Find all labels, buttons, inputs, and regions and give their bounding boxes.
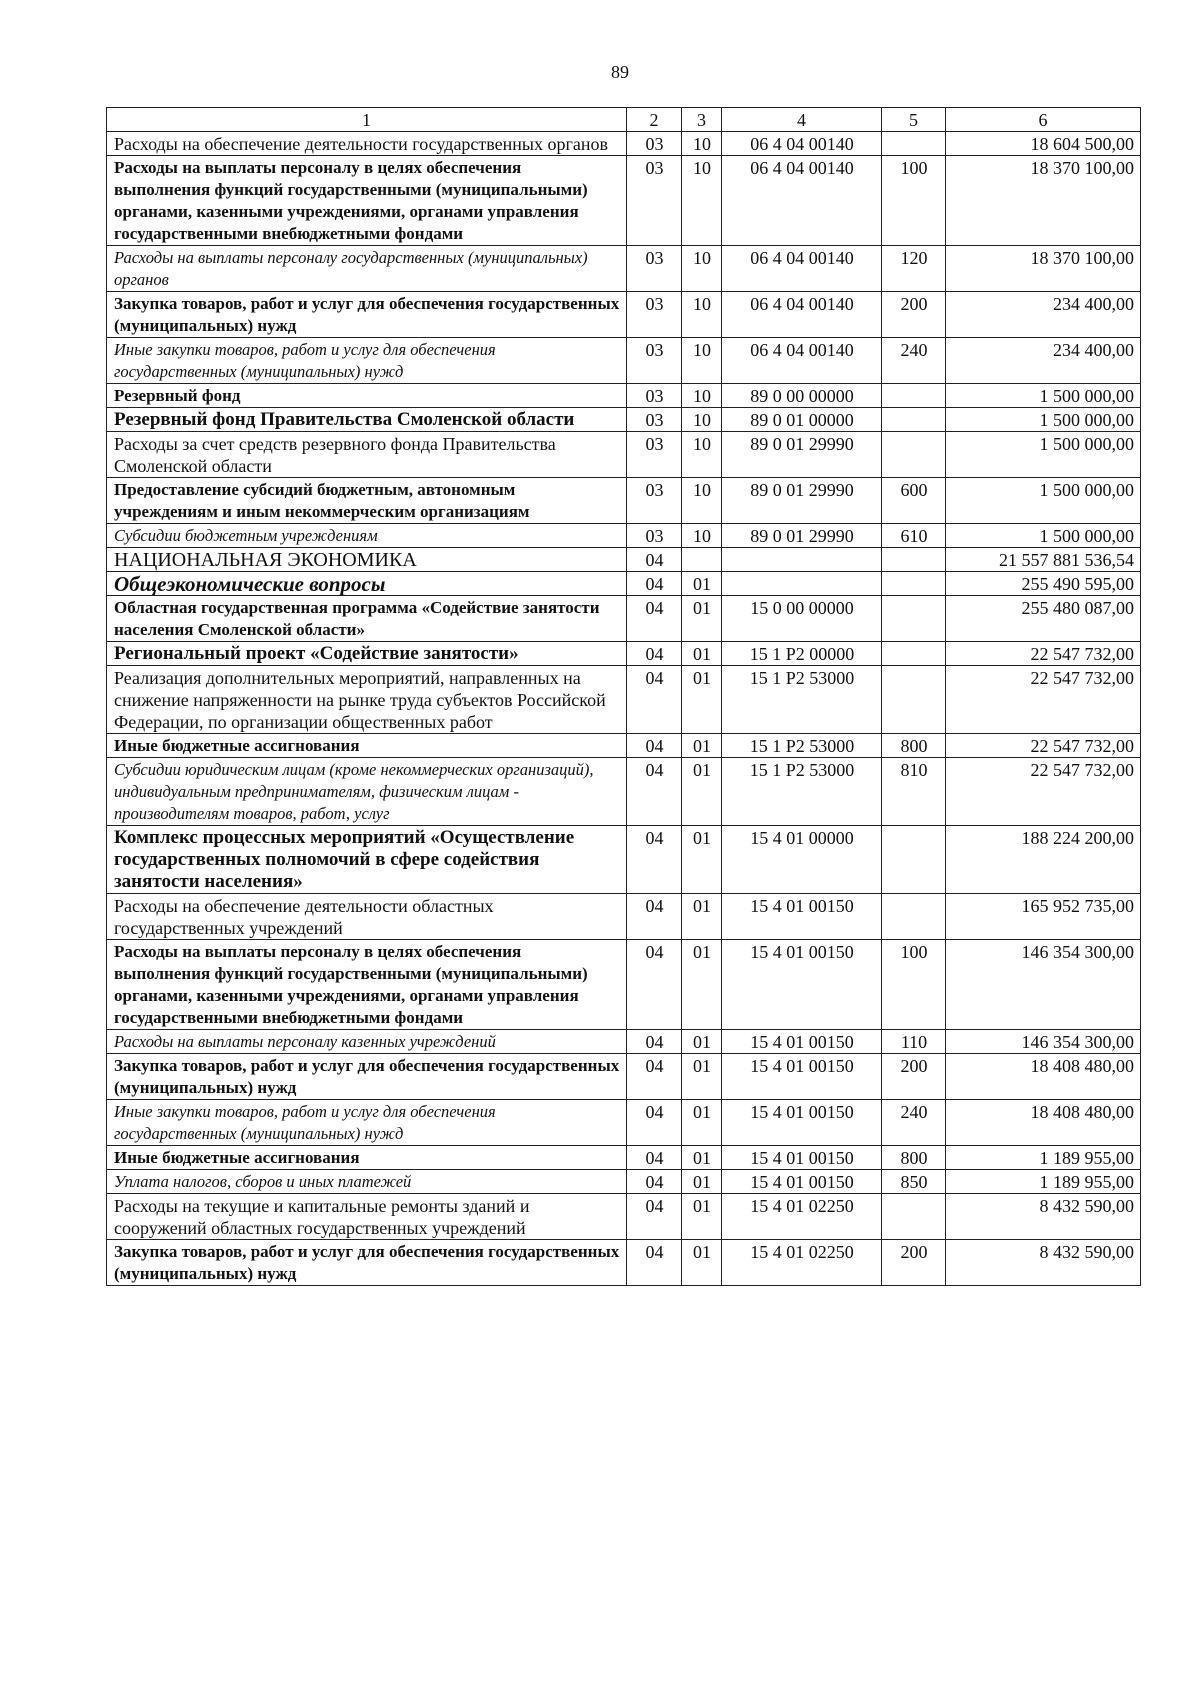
- row-target-article: 15 4 01 02250: [722, 1240, 882, 1286]
- table-row: [107, 1170, 1141, 1194]
- row-section-code: 03: [627, 246, 682, 292]
- table-row: [107, 292, 1141, 338]
- table-row: [107, 1030, 1141, 1054]
- row-subsection-code: 01: [682, 940, 722, 1030]
- header-col-6: 6: [946, 108, 1141, 132]
- row-name: Региональный проект «Содействие занятости»: [107, 642, 627, 666]
- row-amount: 22 547 732,00: [946, 734, 1141, 758]
- row-expense-type: 810: [882, 758, 946, 826]
- table-row: [107, 894, 1141, 940]
- row-expense-type: [882, 666, 946, 734]
- row-expense-type: [882, 572, 946, 596]
- row-name: Субсидии юридическим лицам (кроме некоммерческих организаций), индивидуальным предпринимателям, физическим лицам - производителям товаров, работ, услуг: [107, 758, 627, 826]
- table-row: [107, 596, 1141, 642]
- header-col-1: 1: [107, 108, 627, 132]
- row-subsection-code: 10: [682, 478, 722, 524]
- row-section-code: 04: [627, 758, 682, 826]
- row-name: Расходы на выплаты персоналу казенных учреждений: [107, 1030, 627, 1054]
- row-section-code: 04: [627, 642, 682, 666]
- row-target-article: 15 1 Р2 53000: [722, 666, 882, 734]
- table-row: [107, 1146, 1141, 1170]
- row-section-code: 03: [627, 338, 682, 384]
- row-section-code: 04: [627, 1054, 682, 1100]
- row-expense-type: [882, 548, 946, 572]
- table-row: [107, 1100, 1141, 1146]
- row-expense-type: [882, 384, 946, 408]
- row-section-code: 03: [627, 292, 682, 338]
- row-subsection-code: 01: [682, 572, 722, 596]
- table-row: [107, 478, 1141, 524]
- row-section-code: 04: [627, 1240, 682, 1286]
- row-subsection-code: 01: [682, 826, 722, 894]
- row-target-article: 15 0 00 00000: [722, 596, 882, 642]
- row-subsection-code: 01: [682, 642, 722, 666]
- row-amount: 21 557 881 536,54: [946, 548, 1141, 572]
- row-subsection-code: 01: [682, 1240, 722, 1286]
- table-row: [107, 940, 1141, 1030]
- table-row: [107, 432, 1141, 478]
- row-expense-type: 850: [882, 1170, 946, 1194]
- row-expense-type: 100: [882, 156, 946, 246]
- row-target-article: 06 4 04 00140: [722, 132, 882, 156]
- row-target-article: 89 0 00 00000: [722, 384, 882, 408]
- table-row: [107, 246, 1141, 292]
- row-section-code: 03: [627, 408, 682, 432]
- row-expense-type: 100: [882, 940, 946, 1030]
- row-amount: 146 354 300,00: [946, 1030, 1141, 1054]
- row-name: Предоставление субсидий бюджетным, автономным учреждениям и иным некоммерческим организациям: [107, 478, 627, 524]
- row-target-article: 15 4 01 00150: [722, 1170, 882, 1194]
- row-amount: 18 604 500,00: [946, 132, 1141, 156]
- row-section-code: 04: [627, 596, 682, 642]
- row-subsection-code: 10: [682, 338, 722, 384]
- row-target-article: 15 4 01 00150: [722, 1030, 882, 1054]
- row-amount: 8 432 590,00: [946, 1194, 1141, 1240]
- table-row: [107, 1194, 1141, 1240]
- table-row: [107, 758, 1141, 826]
- row-section-code: 04: [627, 666, 682, 734]
- row-name: Закупка товаров, работ и услуг для обеспечения государственных (муниципальных) нужд: [107, 292, 627, 338]
- row-name: НАЦИОНАЛЬНАЯ ЭКОНОМИКА: [107, 548, 627, 572]
- row-section-code: 04: [627, 1194, 682, 1240]
- row-target-article: [722, 572, 882, 596]
- row-section-code: 04: [627, 734, 682, 758]
- header-row: [107, 108, 1141, 132]
- row-amount: 165 952 735,00: [946, 894, 1141, 940]
- row-subsection-code: 10: [682, 156, 722, 246]
- row-name: Комплекс процессных мероприятий «Осуществление государственных полномочий в сфере содействия занятости населения»: [107, 826, 627, 894]
- row-target-article: 06 4 04 00140: [722, 246, 882, 292]
- row-amount: 234 400,00: [946, 292, 1141, 338]
- row-target-article: 15 4 01 02250: [722, 1194, 882, 1240]
- row-expense-type: 800: [882, 734, 946, 758]
- row-amount: 22 547 732,00: [946, 666, 1141, 734]
- table-row: [107, 666, 1141, 734]
- row-amount: 234 400,00: [946, 338, 1141, 384]
- table-row: [107, 156, 1141, 246]
- row-expense-type: [882, 894, 946, 940]
- row-expense-type: 240: [882, 1100, 946, 1146]
- row-name: Расходы на текущие и капитальные ремонты зданий и сооружений областных государственных учреждений: [107, 1194, 627, 1240]
- row-name: Иные закупки товаров, работ и услуг для обеспечения государственных (муниципальных) нужд: [107, 1100, 627, 1146]
- row-target-article: 06 4 04 00140: [722, 338, 882, 384]
- row-section-code: 03: [627, 524, 682, 548]
- row-name: Субсидии бюджетным учреждениям: [107, 524, 627, 548]
- row-amount: 18 408 480,00: [946, 1100, 1141, 1146]
- row-expense-type: 240: [882, 338, 946, 384]
- row-subsection-code: 01: [682, 1030, 722, 1054]
- row-amount: 1 189 955,00: [946, 1146, 1141, 1170]
- table-row: [107, 548, 1141, 572]
- row-subsection-code: 10: [682, 524, 722, 548]
- row-section-code: 03: [627, 132, 682, 156]
- row-name: Закупка товаров, работ и услуг для обеспечения государственных (муниципальных) нужд: [107, 1054, 627, 1100]
- row-amount: 255 490 595,00: [946, 572, 1141, 596]
- table-row: [107, 734, 1141, 758]
- row-subsection-code: 10: [682, 384, 722, 408]
- row-target-article: 15 4 01 00150: [722, 1146, 882, 1170]
- row-subsection-code: 01: [682, 666, 722, 734]
- row-amount: 1 500 000,00: [946, 432, 1141, 478]
- row-expense-type: [882, 432, 946, 478]
- row-target-article: 89 0 01 00000: [722, 408, 882, 432]
- row-target-article: 15 4 01 00150: [722, 894, 882, 940]
- row-expense-type: 800: [882, 1146, 946, 1170]
- table-row: [107, 1240, 1141, 1286]
- row-expense-type: [882, 408, 946, 432]
- row-expense-type: [882, 1194, 946, 1240]
- row-amount: 1 500 000,00: [946, 408, 1141, 432]
- row-expense-type: [882, 826, 946, 894]
- row-subsection-code: 01: [682, 1100, 722, 1146]
- row-subsection-code: 10: [682, 432, 722, 478]
- row-target-article: 15 4 01 00150: [722, 1100, 882, 1146]
- row-amount: 18 370 100,00: [946, 246, 1141, 292]
- row-target-article: 89 0 01 29990: [722, 524, 882, 548]
- table-row: [107, 1054, 1141, 1100]
- row-target-article: 15 4 01 00000: [722, 826, 882, 894]
- row-subsection-code: 01: [682, 1194, 722, 1240]
- row-subsection-code: 01: [682, 596, 722, 642]
- header-col-5: 5: [882, 108, 946, 132]
- row-section-code: 04: [627, 826, 682, 894]
- row-section-code: 04: [627, 548, 682, 572]
- table-row: [107, 524, 1141, 548]
- row-target-article: 15 4 01 00150: [722, 1054, 882, 1100]
- header-col-2: 2: [627, 108, 682, 132]
- row-target-article: 15 1 Р2 53000: [722, 758, 882, 826]
- row-target-article: [722, 548, 882, 572]
- row-section-code: 03: [627, 432, 682, 478]
- row-subsection-code: 10: [682, 292, 722, 338]
- row-amount: 22 547 732,00: [946, 642, 1141, 666]
- table-row: [107, 338, 1141, 384]
- row-amount: 146 354 300,00: [946, 940, 1141, 1030]
- row-section-code: 04: [627, 894, 682, 940]
- row-name: Уплата налогов, сборов и иных платежей: [107, 1170, 627, 1194]
- row-subsection-code: 01: [682, 758, 722, 826]
- row-name: Расходы на выплаты персоналу в целях обеспечения выполнения функций государственными (муниципальными) органами, казенными учреждениями, органами управления государственными внебюджетными фондами: [107, 156, 627, 246]
- row-section-code: 03: [627, 478, 682, 524]
- page-number: 89: [611, 62, 629, 82]
- row-section-code: 03: [627, 156, 682, 246]
- row-expense-type: 200: [882, 1240, 946, 1286]
- row-subsection-code: 10: [682, 408, 722, 432]
- header-col-3: 3: [682, 108, 722, 132]
- row-amount: 1 500 000,00: [946, 524, 1141, 548]
- row-target-article: 15 1 Р2 53000: [722, 734, 882, 758]
- row-subsection-code: 10: [682, 132, 722, 156]
- row-section-code: 04: [627, 1100, 682, 1146]
- row-amount: 255 480 087,00: [946, 596, 1141, 642]
- row-name: Резервный фонд: [107, 384, 627, 408]
- row-expense-type: 200: [882, 292, 946, 338]
- row-amount: 18 408 480,00: [946, 1054, 1141, 1100]
- row-target-article: 06 4 04 00140: [722, 156, 882, 246]
- row-name: Областная государственная программа «Содействие занятости населения Смоленской области»: [107, 596, 627, 642]
- row-section-code: 04: [627, 1170, 682, 1194]
- row-name: Расходы на обеспечение деятельности областных государственных учреждений: [107, 894, 627, 940]
- row-expense-type: 600: [882, 478, 946, 524]
- row-name: Общеэкономические вопросы: [107, 572, 627, 596]
- row-target-article: 15 4 01 00150: [722, 940, 882, 1030]
- row-expense-type: 200: [882, 1054, 946, 1100]
- row-amount: 22 547 732,00: [946, 758, 1141, 826]
- row-name: Расходы на обеспечение деятельности государственных органов: [107, 132, 627, 156]
- row-name: Иные бюджетные ассигнования: [107, 1146, 627, 1170]
- row-subsection-code: [682, 548, 722, 572]
- table-row: [107, 572, 1141, 596]
- row-subsection-code: 01: [682, 1146, 722, 1170]
- row-target-article: 06 4 04 00140: [722, 292, 882, 338]
- row-amount: 1 500 000,00: [946, 384, 1141, 408]
- table-row: [107, 384, 1141, 408]
- row-name: Закупка товаров, работ и услуг для обеспечения государственных (муниципальных) нужд: [107, 1240, 627, 1286]
- row-name: Расходы за счет средств резервного фонда Правительства Смоленской области: [107, 432, 627, 478]
- row-section-code: 04: [627, 1030, 682, 1054]
- row-target-article: 89 0 01 29990: [722, 432, 882, 478]
- row-expense-type: [882, 596, 946, 642]
- row-name: Расходы на выплаты персоналу в целях обеспечения выполнения функций государственными (муниципальными) органами, казенными учреждениями, органами управления государственными внебюджетными фондами: [107, 940, 627, 1030]
- row-subsection-code: 01: [682, 1054, 722, 1100]
- table-body: [107, 132, 1141, 1286]
- row-section-code: 03: [627, 384, 682, 408]
- row-amount: 188 224 200,00: [946, 826, 1141, 894]
- row-subsection-code: 01: [682, 734, 722, 758]
- row-amount: 18 370 100,00: [946, 156, 1141, 246]
- budget-table: [106, 107, 1141, 1286]
- row-expense-type: [882, 642, 946, 666]
- row-name: Резервный фонд Правительства Смоленской области: [107, 408, 627, 432]
- row-name: Иные закупки товаров, работ и услуг для обеспечения государственных (муниципальных) нужд: [107, 338, 627, 384]
- row-target-article: 89 0 01 29990: [722, 478, 882, 524]
- header-col-4: 4: [722, 108, 882, 132]
- row-section-code: 04: [627, 572, 682, 596]
- row-subsection-code: 01: [682, 1170, 722, 1194]
- row-expense-type: [882, 132, 946, 156]
- row-expense-type: 110: [882, 1030, 946, 1054]
- row-subsection-code: 10: [682, 246, 722, 292]
- row-name: Реализация дополнительных мероприятий, направленных на снижение напряженности на рынке труда субъектов Российской Федерации, по организации общественных работ: [107, 666, 627, 734]
- row-expense-type: 610: [882, 524, 946, 548]
- row-section-code: 04: [627, 1146, 682, 1170]
- table-row: [107, 132, 1141, 156]
- row-target-article: 15 1 Р2 00000: [722, 642, 882, 666]
- table-row: [107, 408, 1141, 432]
- row-name: Расходы на выплаты персоналу государственных (муниципальных) органов: [107, 246, 627, 292]
- row-name: Иные бюджетные ассигнования: [107, 734, 627, 758]
- row-expense-type: 120: [882, 246, 946, 292]
- table-row: [107, 642, 1141, 666]
- row-subsection-code: 01: [682, 894, 722, 940]
- row-amount: 1 189 955,00: [946, 1170, 1141, 1194]
- row-amount: 1 500 000,00: [946, 478, 1141, 524]
- row-amount: 8 432 590,00: [946, 1240, 1141, 1286]
- row-section-code: 04: [627, 940, 682, 1030]
- table-row: [107, 826, 1141, 894]
